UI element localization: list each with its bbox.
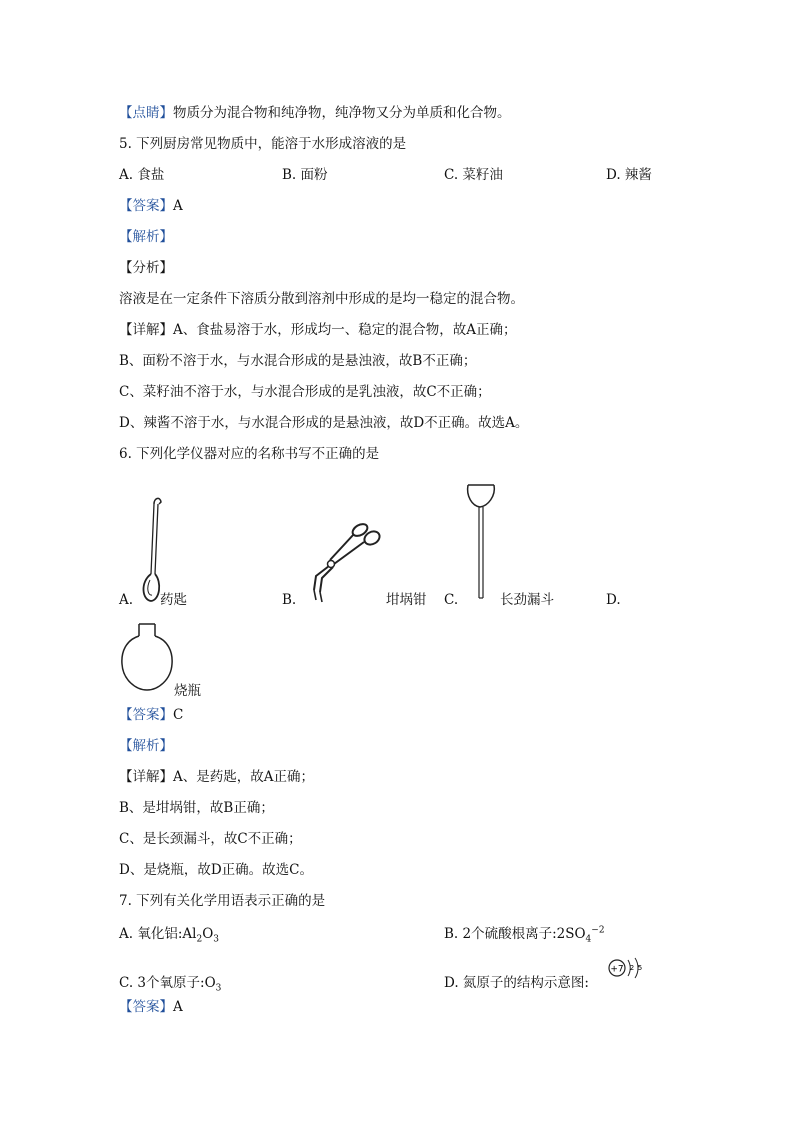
q5-detail-a: A、食盐易溶于水，形成均一、稳定的混合物，故A正确； [173, 322, 517, 338]
q6-detail-a: A、是药匙，故A正确； [173, 769, 314, 785]
q5-option-c: C. 菜籽油 [444, 167, 503, 183]
q7-option-b-sup: −2 [591, 925, 605, 936]
q7-option-a-mid: O [202, 926, 214, 942]
q6-detail-line-a [119, 768, 314, 786]
q5-detail-line-a [119, 321, 517, 339]
q6-detail-tag: 【详解】 [119, 769, 173, 785]
q7-option-d [444, 974, 589, 992]
medicine-spoon-image [134, 494, 170, 606]
q6-name-d: 烧瓶 [174, 683, 201, 699]
q5-detail-b: B、面粉不溶于水，与水混合形成的是悬浊液，故B不正确； [119, 353, 477, 369]
q7-option-a-prefix: A. 氧化铝:Al [119, 926, 197, 942]
q5-answer-tag: 【答案】 [119, 198, 173, 214]
q7-answer: A [173, 999, 183, 1015]
q6-name-a: 药匙 [160, 592, 187, 608]
crucible-tongs-image [300, 520, 386, 606]
nitrogen-atom-diagram [606, 955, 646, 981]
q7-option-b-prefix: B. 2个硫酸根离子:2SO [444, 926, 586, 942]
q5-fenxi-text: 溶液是在一定条件下溶质分散到溶剂中形成的是均一稳定的混合物。 [119, 291, 524, 307]
q6-option-a: A. [119, 592, 134, 608]
long-neck-funnel-image [462, 482, 502, 604]
shell-2-count: 5 [637, 964, 643, 972]
q7-option-c-prefix: C. 3个氧原子:O [119, 975, 216, 991]
q5-option-d: D. 辣酱 [606, 167, 652, 183]
q5-detail-d: D、辣酱不溶于水，与水混合形成的是悬浊液，故D不正确。故选A。 [119, 415, 529, 431]
q6-option-b: B. [282, 592, 297, 608]
q6-name-c: 长劲漏斗 [500, 592, 554, 608]
q6-detail-b: B、是坩埚钳，故B正确； [119, 800, 274, 816]
note-line [119, 104, 511, 122]
q6-option-c: C. [444, 592, 459, 608]
q7-option-a-sub1: 2 [196, 934, 203, 945]
nucleus-label: +7 [610, 964, 624, 975]
q7-option-a [119, 925, 219, 943]
q6-name-b: 坩埚钳 [386, 592, 427, 608]
q5-fenxi-tag: 【分析】 [119, 260, 173, 276]
q7-option-a-sub2: 3 [213, 934, 219, 945]
q7-option-d-prefix: D. 氮原子的结构示意图: [444, 975, 589, 991]
shell-1-count: 2 [629, 964, 635, 972]
q6-detail-d: D、是烧瓶，故D正确。故选C。 [119, 862, 313, 878]
q5-stem: 5. 下列厨房常见物质中，能溶于水形成溶液的是 [119, 136, 407, 152]
q7-answer-line [119, 998, 183, 1016]
q5-analysis-tag: 【解析】 [119, 229, 173, 245]
q5-detail-tag: 【详解】 [119, 322, 173, 338]
q5-option-b: B. 面粉 [282, 167, 328, 183]
q7-option-c-sub: 3 [215, 983, 222, 994]
q5-answer-line [119, 197, 183, 215]
q7-stem: 7. 下列有关化学用语表示正确的是 [119, 893, 326, 909]
q6-answer-tag: 【答案】 [119, 707, 173, 723]
q7-answer-tag: 【答案】 [119, 999, 173, 1015]
q5-answer: A [173, 198, 183, 214]
q6-answer-line [119, 706, 183, 724]
q6-detail-c: C、是长颈漏斗，故C不正确； [119, 831, 302, 847]
q5-detail-c: C、菜籽油不溶于水，与水混合形成的是乳浊液，故C不正确； [119, 384, 491, 400]
note-text: 物质分为混合物和纯净物，纯净物又分为单质和化合物。 [173, 105, 511, 121]
q7-option-b [444, 925, 605, 943]
flask-image [118, 622, 176, 694]
q6-stem: 6. 下列化学仪器对应的名称书写不正确的是 [119, 446, 380, 462]
q6-option-d: D. [606, 592, 621, 608]
q7-option-b-sub: 4 [585, 934, 592, 945]
q6-answer: C [173, 707, 184, 723]
q6-analysis-tag: 【解析】 [119, 738, 173, 754]
q5-option-a: A. 食盐 [119, 167, 165, 183]
q7-option-c [119, 974, 221, 992]
note-tag: 【点睛】 [119, 105, 173, 121]
